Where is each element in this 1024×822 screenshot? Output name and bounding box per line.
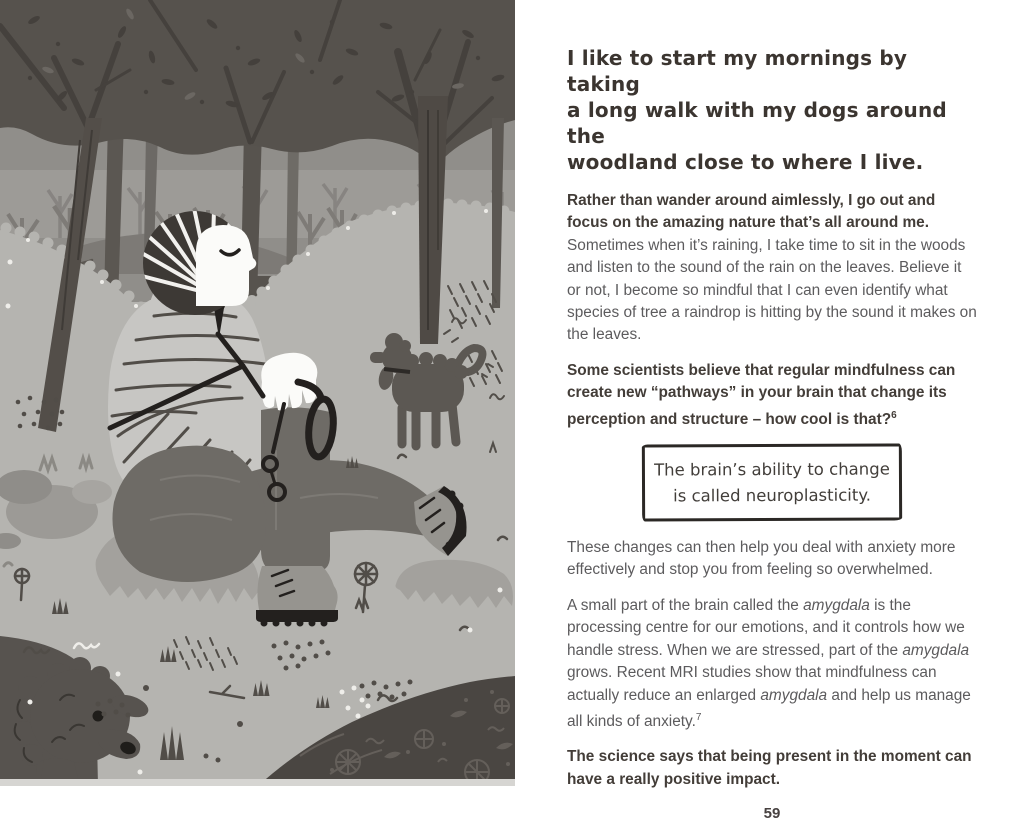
page-heading: I like to start my mornings by taking a long walk with my dogs around the woodland close to where I live. — [567, 46, 947, 174]
paragraph: These changes can then help you deal with anxiety more effectively and stop you from feeling so overwhelmed. — [567, 539, 956, 579]
poodle-eye — [93, 711, 104, 722]
body-text — [567, 190, 977, 791]
paragraph: A small part of the brain called the amygdala is the processing centre for our emotions, and it controls how we handle stress. When we are stressed, part of the amygdala grows. Recent MRI studies show that mindfulness can actually reduce an enlarged amygdala and help us manage all kinds of anxiety.$^7$ — [567, 596, 971, 730]
callout-box: The brain’s ability to change is called neuroplasticity. — [642, 443, 902, 521]
paragraph: Rather than wander around aimlessly, I go out and focus on the amazing nature that’s all around me. Sometimes when it’s raining, I take time to sit in the woods and listen to the sound of the rain on the leaves. Believe it or not, I become so mindful that I can even identify what species of tree a raindrop is hitting by the sound it makes on the leaves. — [567, 192, 977, 344]
text-column — [567, 45, 977, 822]
face — [196, 225, 256, 306]
paragraph: Some scientists believe that regular mindfulness can create new “pathways” in your brain that change its perception and structure – how cool is that?$^6$ — [567, 361, 956, 428]
paragraph: The science says that being present in the moment can have a really positive impact. — [567, 748, 972, 788]
woodland-illustration — [0, 0, 515, 786]
page-number: 59 — [763, 805, 781, 822]
text-page — [515, 0, 1024, 822]
poodle-snout — [370, 352, 386, 363]
page-bottom-edge — [0, 779, 515, 786]
